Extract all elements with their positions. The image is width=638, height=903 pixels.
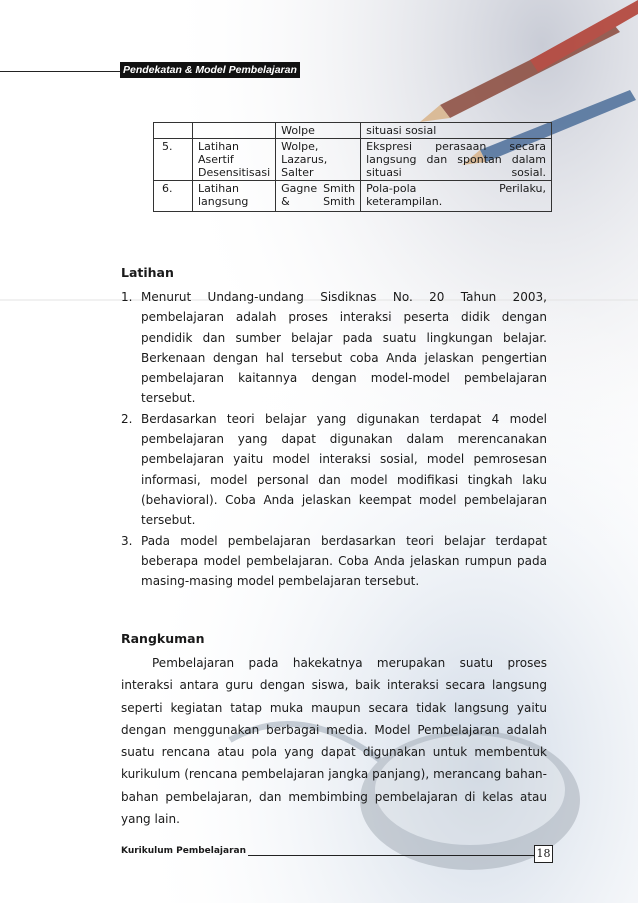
model-authors: Wolpe	[276, 123, 361, 139]
model-description: Pola-pola Perilaku, keterampilan.	[361, 181, 552, 212]
table-row	[154, 181, 552, 212]
footer-rule	[248, 855, 535, 856]
item-text: Pada model pembelajaran berdasarkan teori belajar terdapat beberapa model pembelajaran. Coba Anda jelaskan rumpun pada masing-masing model pembelajaran tersebut.	[141, 533, 547, 589]
list-item	[121, 409, 547, 531]
row-number: 6.	[154, 181, 193, 212]
list-item	[121, 287, 547, 409]
item-text: Berdasarkan teori belajar yang digunakan terdapat 4 model pembelajaran yang dapat digunakan dalam merencanakan pembelajaran yaitu model interaksi sosial, model pemrosesan informasi, model personal dan model modifikasi tingkah laku (behavioral). Coba Anda jelaskan keempat model pembelajaran tersebut.	[141, 411, 547, 528]
row-number	[154, 123, 193, 139]
model-authors: Wolpe, Lazarus, Salter	[276, 139, 361, 181]
model-name	[193, 123, 276, 139]
item-number: 3.	[121, 533, 133, 548]
summary-paragraph: Pembelajaran pada hakekatnya merupakan suatu proses interaksi antara guru dengan siswa, baik interaksi secara langsung seperti kegiatan tatap muka maupun secara tidak langsung yaitu dengan menggunakan berbagai media. Model Pembelajaran adalah suatu rencana atau pola yang dapat digunakan untuk membentuk kurikulum (rencana pembelajaran jangka panjang), merancang bahan-bahan pembelajaran, dan membimbing pembelajaran di kelas atau yang lain.	[121, 656, 547, 827]
item-text: Menurut Undang-undang Sisdiknas No. 20 Tahun 2003, pembelajaran adalah proses interaksi peserta didik dengan pendidik dan sumber belajar pada suatu lingkungan belajar. Berkenaan dengan hal tersebut coba Anda jelaskan pengertian pembelajaran kaitannya dengan model-model pembelajaran tersebut.	[141, 290, 547, 406]
model-name: Latihan Asertif Desensitisasi	[193, 139, 276, 181]
table-row	[154, 123, 552, 139]
latihan-heading: Latihan	[121, 265, 174, 280]
item-number: 2.	[121, 411, 133, 426]
model-name: Latihan langsung	[193, 181, 276, 212]
model-authors: Gagne Smith & Smith	[276, 181, 361, 212]
header-rule	[0, 71, 121, 72]
item-number: 1.	[121, 290, 133, 304]
row-number: 5.	[154, 139, 193, 181]
running-header: Pendekatan & Model Pembelajaran	[120, 62, 300, 78]
exercise-list	[121, 287, 547, 591]
model-description: situasi sosial	[361, 123, 552, 139]
footer-title: Kurikulum Pembelajaran	[121, 846, 247, 856]
table-row	[154, 139, 552, 181]
model-table	[153, 122, 552, 212]
page-number: 18	[534, 845, 553, 863]
list-item	[121, 531, 547, 592]
rangkuman-heading: Rangkuman	[121, 631, 205, 646]
model-description: Ekspresi perasaan secara langsung dan spontan dalam situasi sosial.	[361, 139, 552, 181]
